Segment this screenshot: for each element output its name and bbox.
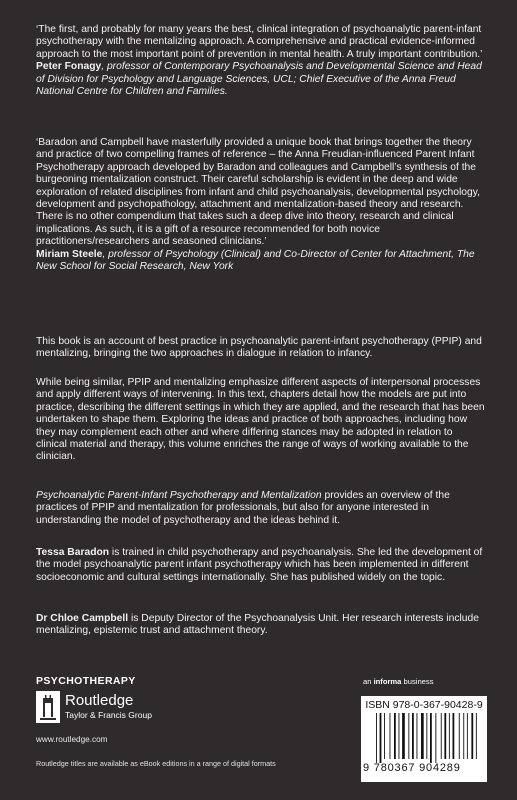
barcode-bar [467,713,468,759]
barcode-bar [426,713,427,759]
barcode-bar [412,713,414,759]
barcode-bar [444,713,446,759]
author-2-name: Dr Chloe Campbell [36,613,129,624]
barcode-bar [476,713,477,759]
endorsement-2-affiliation: , professor of Psychology (Clinical) and Co-Director of Center for Attachment, The New School for Social Research, New York [36,248,475,273]
barcode-bar [463,713,464,759]
endorsement-1-author: Peter Fonagy [36,61,102,73]
informa-brand: informa [373,677,402,686]
barcode-bar [435,713,436,763]
ebook-note: Routledge titles are available as eBook editions in a range of digital formats [36,759,276,768]
endorsement-1 [36,24,486,98]
author-bio-2 [36,613,486,638]
barcode-bar [449,713,450,759]
barcode-bar [471,713,473,759]
author-2-bio: is Deputy Director of the Psychoanalysis Unit. Her research interests include mentalizing, epistemic trust and attachment theory. [36,613,479,637]
description-p1: This book is an account of best practice in psychoanalytic parent-infant psychotherapy (PPIP) and mentalizing, bringing the two approaches in dialogue in relation to infancy. [36,336,482,360]
series-label: PSYCHOTHERAPY [36,675,136,687]
description-p2: While being similar, PPIP and mentalizing emphasize different aspects of interpersonal processes and apply different ways of intervening. In this text, chapters detail how the models are put into practice, describing the different settings in which they are applied, and the research that has been undertaken to shape them. Exploring the ideas and practice of both approaches, including how they may complement each other and where differing stances may be adopted in relation to clinical material and therapy, this volume enriches the range of ways of working available to the clinician. [36,377,485,463]
barcode-bar [441,713,442,759]
barcode-bar [390,713,391,759]
book-title: Psychoanalytic Parent-Infant Psychotherapy and Mentalization [36,490,322,501]
barcode-bar [402,713,405,759]
publisher-logo [36,691,196,723]
description-p3-rest: provides an overview of the practices of PPIP and mentalization for professionals, but also for anyone interested in understanding the model of psychotherapy and the ideas behind it. [36,490,450,526]
barcode-panel [361,696,487,782]
barcode-bar [408,713,409,759]
endorsement-1-affiliation: , professor of Contemporary Psychoanalysis and Developmental Science and Head of Division for Psychology and Language Sciences, UCL; Chief Executive of the Anna Freud National Centre for Children and Families. [36,61,482,98]
publisher-name: Routledge [65,692,134,709]
routledge-tower-icon [36,691,60,723]
endorsement-2-author: Miriam Steele [36,248,103,260]
endorsement-1-quote: ‘The first, and probably for many years the best, clinical integration of psychoanalytic parent-infant psychotherapy with the mentalizing approach. A comprehensive and practical evidence-informed approach to the most important point of prevention in mental health. A truly important contribution.’ [36,24,483,60]
barcode-icon [375,713,479,763]
barcode-bar [376,713,377,763]
endorsement-2-quote: ‘Baradon and Campbell have masterfully provided a unique book that brings together the theory and practice of two compelling frames of reference – the Anna Freudian-influenced Parent Infant Psychotherapy approach developed by Baradon and colleagues and Campbell’s synthesis of the burgeoning mentalization construct. Their careful scholarship is evident in the deep and wide exploration of related disciplines from infant and child psychoanalysis, developmental psychology, development and psychopathology, attachment and mentalization-based theory and research. There is no other compendium that takes such a deep dive into theory, research and clinical implications. As such, it is a gift of a resource recommended for both novice practitioners/researchers and seasoned clinicians.’ [36,137,480,248]
author-1-bio: is trained in child psychotherapy and psychoanalysis. She led the development of the model psychoanalytic parent infant psychotherapy which has been implemented in different socioeconomic and cultural settings internationally. She has published widely on the topic. [36,547,483,583]
barcode-bar [421,713,424,759]
barcode-bar [453,713,455,759]
barcode-bar [459,713,460,759]
barcode-bar [417,713,418,759]
author-bio-1 [36,547,486,584]
author-1-name: Tessa Baradon [36,547,110,558]
informa-business-label: an informa business [363,677,434,686]
publisher-website[interactable]: www.routledge.com [36,735,108,744]
description-p3 [36,490,486,527]
barcode-bar [399,713,400,759]
endorsement-2 [36,137,486,273]
endorsement-2-attribution [36,249,486,274]
barcode-bar [380,713,382,763]
barcode-digits: 9 780367 904289 [363,762,461,774]
barcode-bar [430,713,432,763]
barcode-bar [384,713,385,759]
barcode-bar [394,713,396,759]
endorsement-1-attribution [36,61,486,98]
isbn-label: ISBN 978-0-367-90428-9 [365,699,483,711]
publisher-group: Taylor & Francis Group [65,710,152,720]
